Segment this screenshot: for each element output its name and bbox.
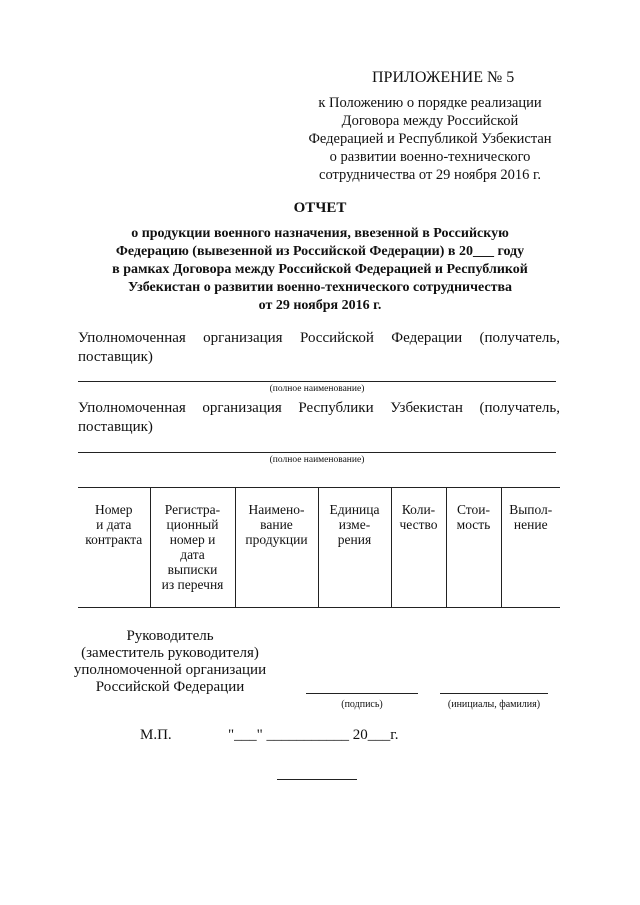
col-header-line: изме- bbox=[338, 517, 371, 532]
col-header-line: ционный bbox=[166, 517, 219, 532]
org-uz-label bbox=[78, 400, 560, 417]
col-header-line: и дата bbox=[96, 517, 132, 532]
col-header-line: рения bbox=[337, 532, 372, 547]
org-ru-word: Уполномоченная bbox=[78, 330, 186, 346]
report-subtitle-line: Федерацию (вывезенной из Российской Федерации) в 20___ году bbox=[115, 244, 525, 259]
col-header-line: Номер bbox=[94, 502, 133, 517]
signatory-line: Российской Федерации bbox=[95, 679, 245, 695]
col-contract-number bbox=[78, 488, 150, 608]
appendix-ref-line: к Положению о порядке реализации bbox=[318, 95, 542, 111]
org-ru-word: Российской bbox=[299, 330, 374, 346]
org-uz-name-field[interactable] bbox=[78, 452, 556, 453]
org-ru-label-cont: поставщик) bbox=[78, 349, 153, 365]
col-header-line: нение bbox=[513, 517, 548, 532]
col-quantity bbox=[391, 488, 446, 608]
initials-caption: (инициалы, фамилия) bbox=[447, 699, 541, 710]
goods-table bbox=[78, 487, 560, 608]
signatory-line: (заместитель руководителя) bbox=[81, 645, 259, 661]
signature-caption: (подпись) bbox=[341, 699, 383, 710]
org-uz-word: Уполномоченная bbox=[78, 400, 186, 416]
appendix-ref-line: о развитии военно-технического bbox=[329, 149, 531, 165]
org-ru-word: Федерации bbox=[391, 330, 463, 346]
org-ru-caption: (полное наименование) bbox=[269, 384, 365, 394]
col-registration-number bbox=[150, 488, 235, 608]
col-header-line: номер и bbox=[169, 532, 216, 547]
col-header-line: выписки bbox=[167, 562, 218, 577]
initials-field[interactable] bbox=[440, 693, 548, 694]
report-subtitle-line: Узбекистан о развитии военно-технического сотрудничества bbox=[127, 280, 513, 295]
signatory-line: Руководитель bbox=[126, 628, 214, 644]
org-uz-caption: (полное наименование) bbox=[269, 455, 365, 465]
signatory-line: уполномоченной организации bbox=[73, 662, 267, 678]
col-cost bbox=[446, 488, 501, 608]
col-header-line: мость bbox=[456, 517, 491, 532]
report-subtitle-line: о продукции военного назначения, ввезенной в Российскую bbox=[131, 226, 509, 241]
report-title: ОТЧЕТ bbox=[293, 200, 347, 216]
table-header-row bbox=[78, 488, 560, 608]
bottom-rule bbox=[277, 779, 357, 780]
org-ru-word: (получатель, bbox=[479, 330, 560, 346]
report-subtitle bbox=[70, 225, 570, 315]
appendix-ref-line: Договора между Российской bbox=[341, 113, 519, 129]
col-unit bbox=[318, 488, 391, 608]
col-header-line: Коли- bbox=[401, 502, 436, 517]
col-header-line: дата bbox=[180, 547, 205, 562]
signatory-title bbox=[60, 628, 280, 696]
col-header-line: Наимено- bbox=[248, 502, 305, 517]
org-uz-word: Узбекистан bbox=[390, 400, 463, 416]
org-uz-label-cont: поставщик) bbox=[78, 419, 153, 435]
appendix-title: ПРИЛОЖЕНИЕ № 5 bbox=[372, 69, 515, 86]
appendix-ref-line: Федерацией и Республикой Узбекистан bbox=[308, 131, 552, 147]
stamp-place: М.П. bbox=[140, 727, 172, 743]
org-ru-label bbox=[78, 330, 560, 347]
col-header-line: Выпол- bbox=[509, 502, 553, 517]
org-uz-word: (получатель, bbox=[479, 400, 560, 416]
org-ru-word: организация bbox=[203, 330, 283, 346]
col-product-name bbox=[235, 488, 318, 608]
col-header-line: Стои- bbox=[456, 502, 491, 517]
col-header-line: Единица bbox=[329, 502, 380, 517]
col-header-line: чество bbox=[399, 517, 438, 532]
appendix-ref-line: сотрудничества от 29 ноября 2016 г. bbox=[319, 167, 541, 183]
col-header-line: контракта bbox=[85, 532, 143, 547]
org-uz-word: Республики bbox=[298, 400, 374, 416]
signature-field[interactable] bbox=[306, 693, 418, 694]
org-uz-word: организация bbox=[202, 400, 282, 416]
col-header-line: продукции bbox=[245, 532, 308, 547]
org-ru-name-field[interactable] bbox=[78, 381, 556, 382]
report-subtitle-line: в рамках Договора между Российской Федерацией и Республикой bbox=[112, 262, 528, 277]
col-header-line: Регистра- bbox=[164, 502, 221, 517]
date-field[interactable]: "___" ___________ 20___г. bbox=[228, 727, 399, 743]
col-header-line: вание bbox=[260, 517, 293, 532]
col-header-line: из перечня bbox=[161, 577, 224, 592]
appendix-reference bbox=[300, 94, 560, 184]
report-subtitle-line: от 29 ноября 2016 г. bbox=[258, 298, 382, 313]
col-execution bbox=[501, 488, 560, 608]
